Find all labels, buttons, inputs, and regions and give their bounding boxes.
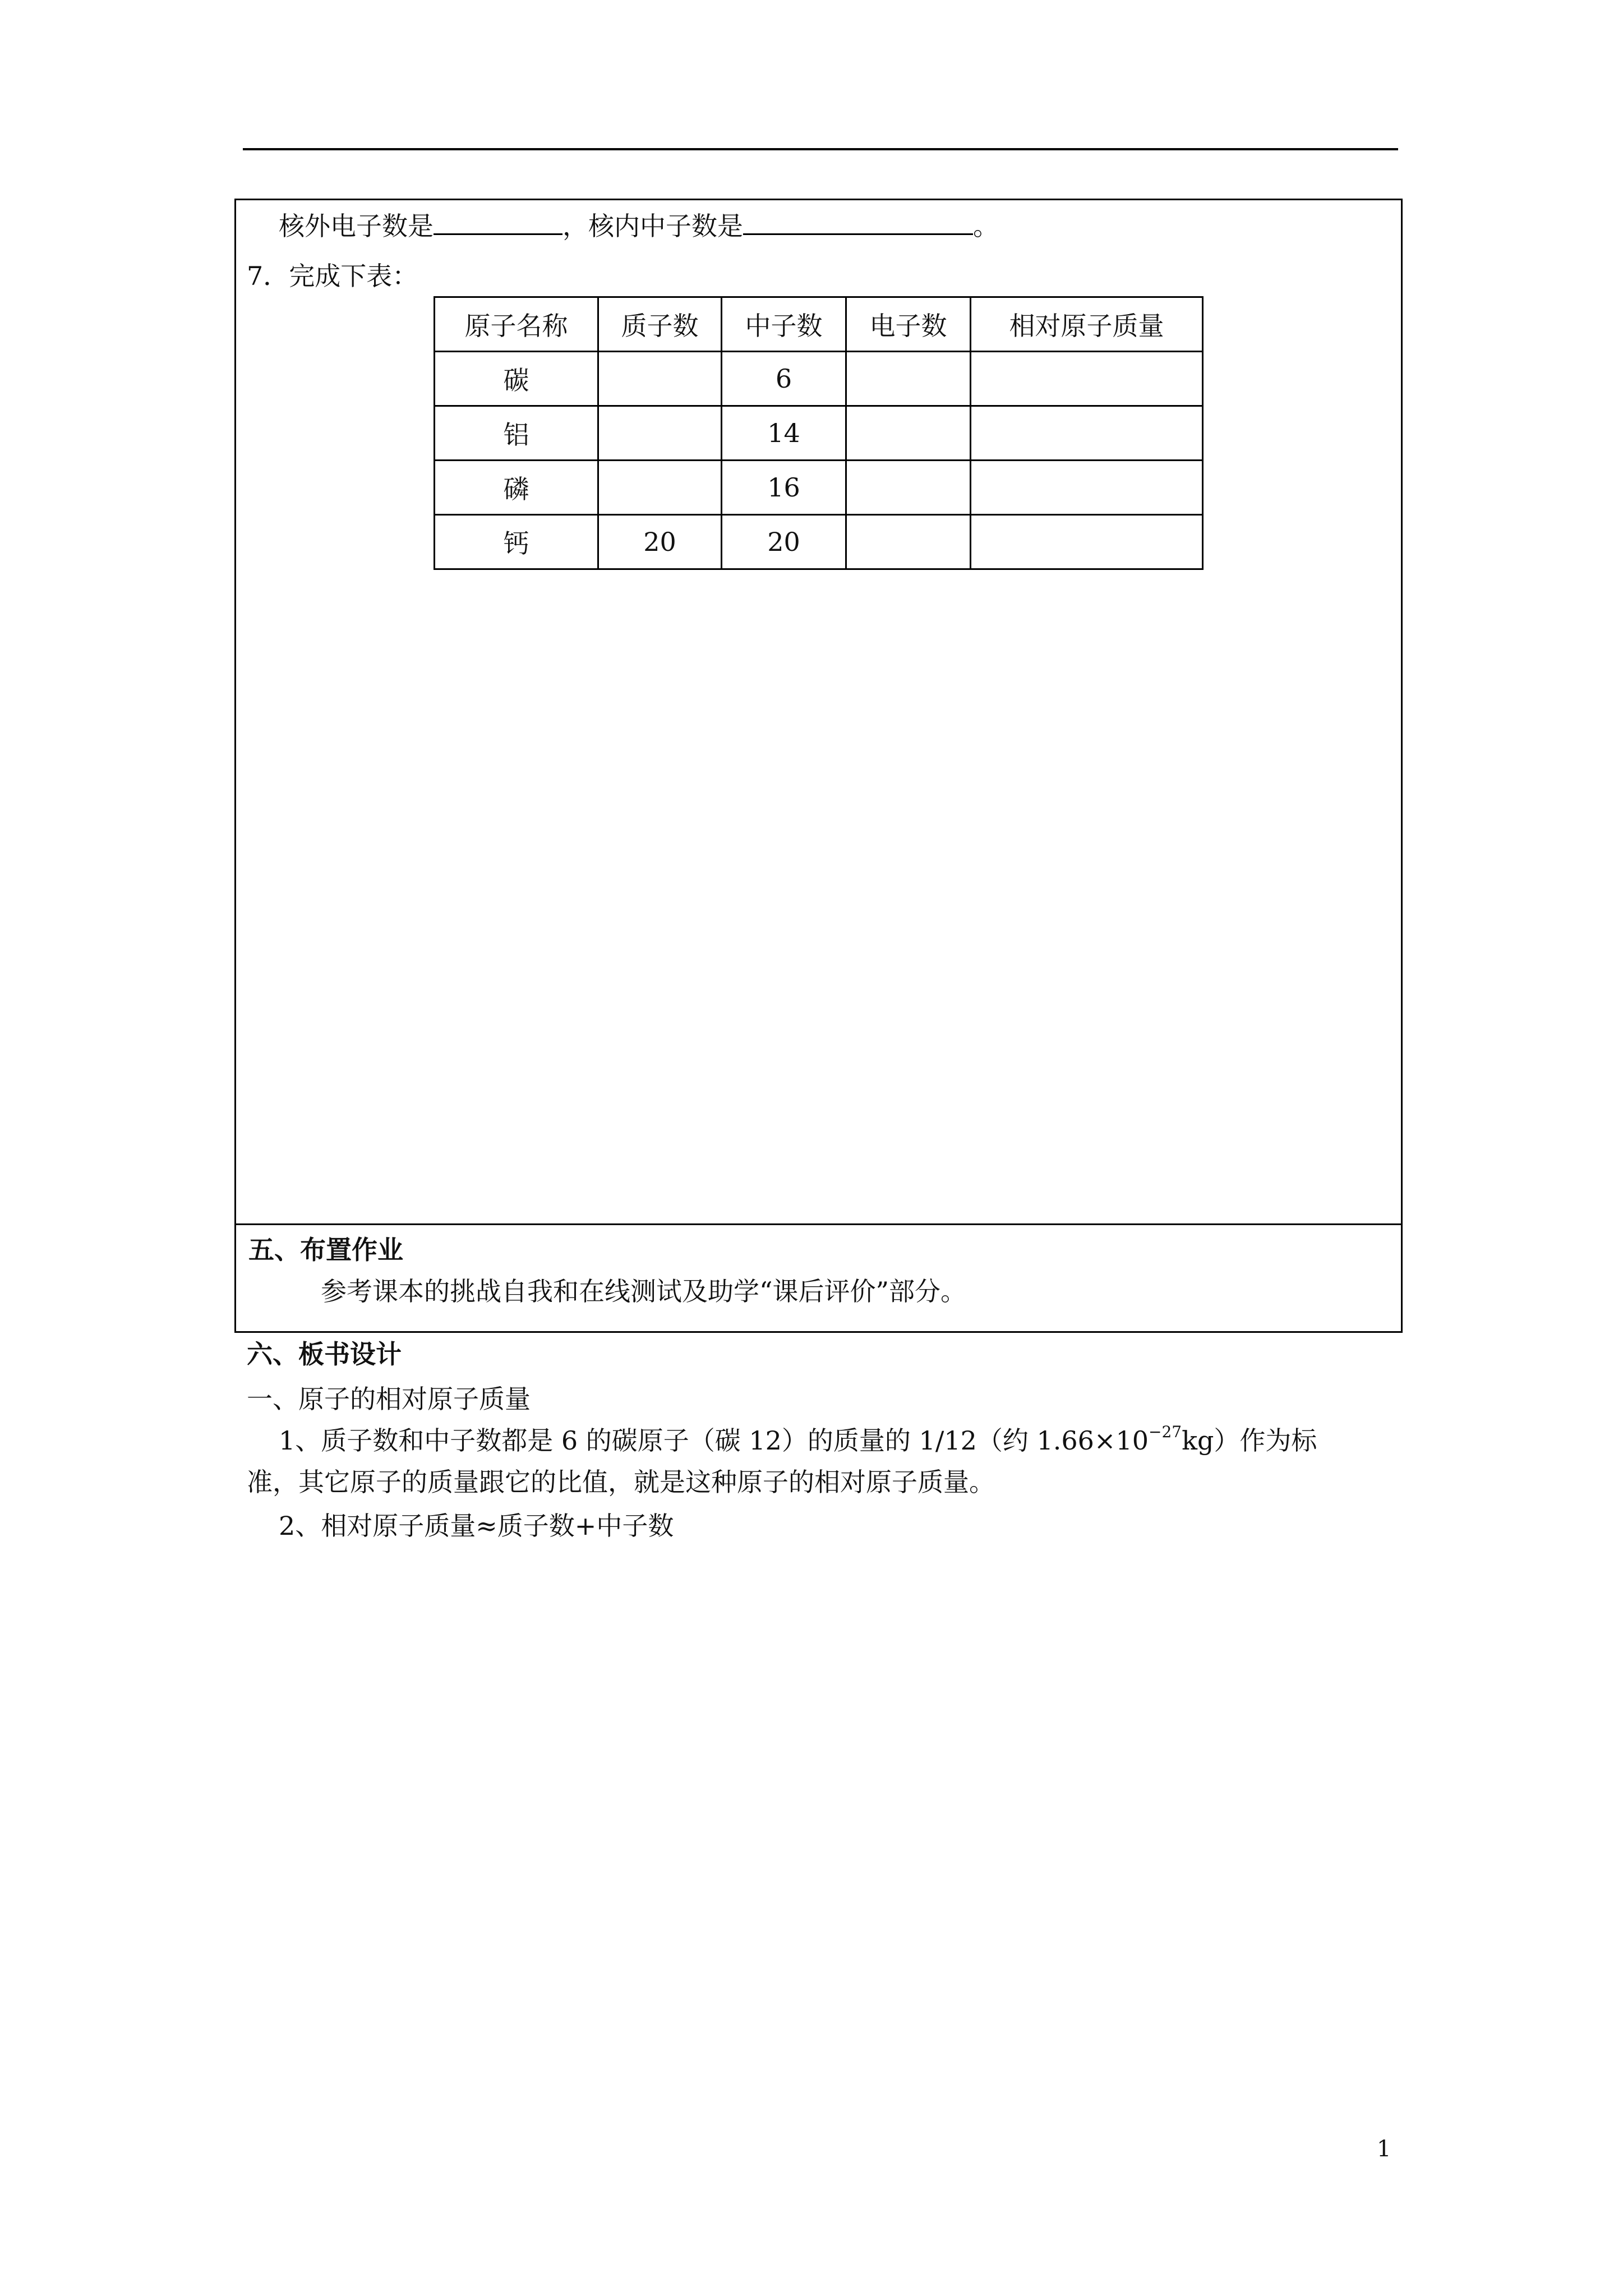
table-cell: 14 — [722, 406, 846, 461]
table-header-cell: 原子名称 — [435, 297, 598, 352]
table-cell — [846, 352, 971, 406]
table-cell: 磷 — [435, 461, 598, 515]
table-header-cell: 质子数 — [598, 297, 722, 352]
table-cell — [971, 515, 1203, 569]
period-mark: 。 — [973, 211, 999, 241]
exponent: −27 — [1148, 1423, 1182, 1441]
neutron-count-blank — [743, 208, 973, 235]
table-row — [435, 406, 1203, 461]
table-row — [435, 515, 1203, 569]
board-paragraph-2: 2、相对原子质量≈质子数+中子数 — [279, 1511, 674, 1541]
table-cell — [846, 461, 971, 515]
table-cell: 16 — [722, 461, 846, 515]
electron-count-blank — [434, 208, 562, 235]
table-cell: 20 — [722, 515, 846, 569]
neutron-count-label: ，核内中子数是 — [562, 211, 743, 241]
board-subheading: 一、原子的相对原子质量 — [247, 1384, 531, 1414]
homework-heading: 五、布置作业 — [248, 1235, 403, 1265]
board-paragraph-1-text: 1、质子数和中子数都是 6 的碳原子（碳 12）的质量的 1/12（约 1.66×10 — [279, 1425, 1149, 1456]
page-number: 1 — [1377, 2136, 1391, 2162]
table-cell: 钙 — [435, 515, 598, 569]
table-header-cell: 中子数 — [722, 297, 846, 352]
atom-table — [434, 296, 1204, 570]
table-cell — [971, 406, 1203, 461]
question-7-label: 7．完成下表： — [247, 261, 418, 291]
table-row — [435, 352, 1203, 406]
table-cell — [598, 406, 722, 461]
table-cell: 20 — [598, 515, 722, 569]
table-cell: 铝 — [435, 406, 598, 461]
electron-count-label: 核外电子数是 — [279, 211, 434, 241]
question-6-line — [279, 208, 999, 243]
board-paragraph-1-cont: 准，其它原子的质量跟它的比值，就是这种原子的相对原子质量。 — [247, 1467, 995, 1497]
table-cell: 6 — [722, 352, 846, 406]
table-header-cell: 相对原子质量 — [971, 297, 1203, 352]
table-cell — [598, 352, 722, 406]
table-header-cell: 电子数 — [846, 297, 971, 352]
header-rule — [243, 148, 1398, 150]
board-paragraph-1 — [279, 1424, 1317, 1457]
table-cell: 碳 — [435, 352, 598, 406]
table-cell — [846, 406, 971, 461]
table-cell — [846, 515, 971, 569]
table-cell — [971, 352, 1203, 406]
table-header-row — [435, 297, 1203, 352]
homework-text: 参考课本的挑战自我和在线测试及助学“课后评价”部分。 — [321, 1276, 967, 1306]
table-cell — [598, 461, 722, 515]
table-row — [435, 461, 1203, 515]
board-paragraph-1-unit: kg）作为标 — [1182, 1425, 1317, 1456]
table-cell — [971, 461, 1203, 515]
board-heading: 六、板书设计 — [247, 1339, 402, 1369]
